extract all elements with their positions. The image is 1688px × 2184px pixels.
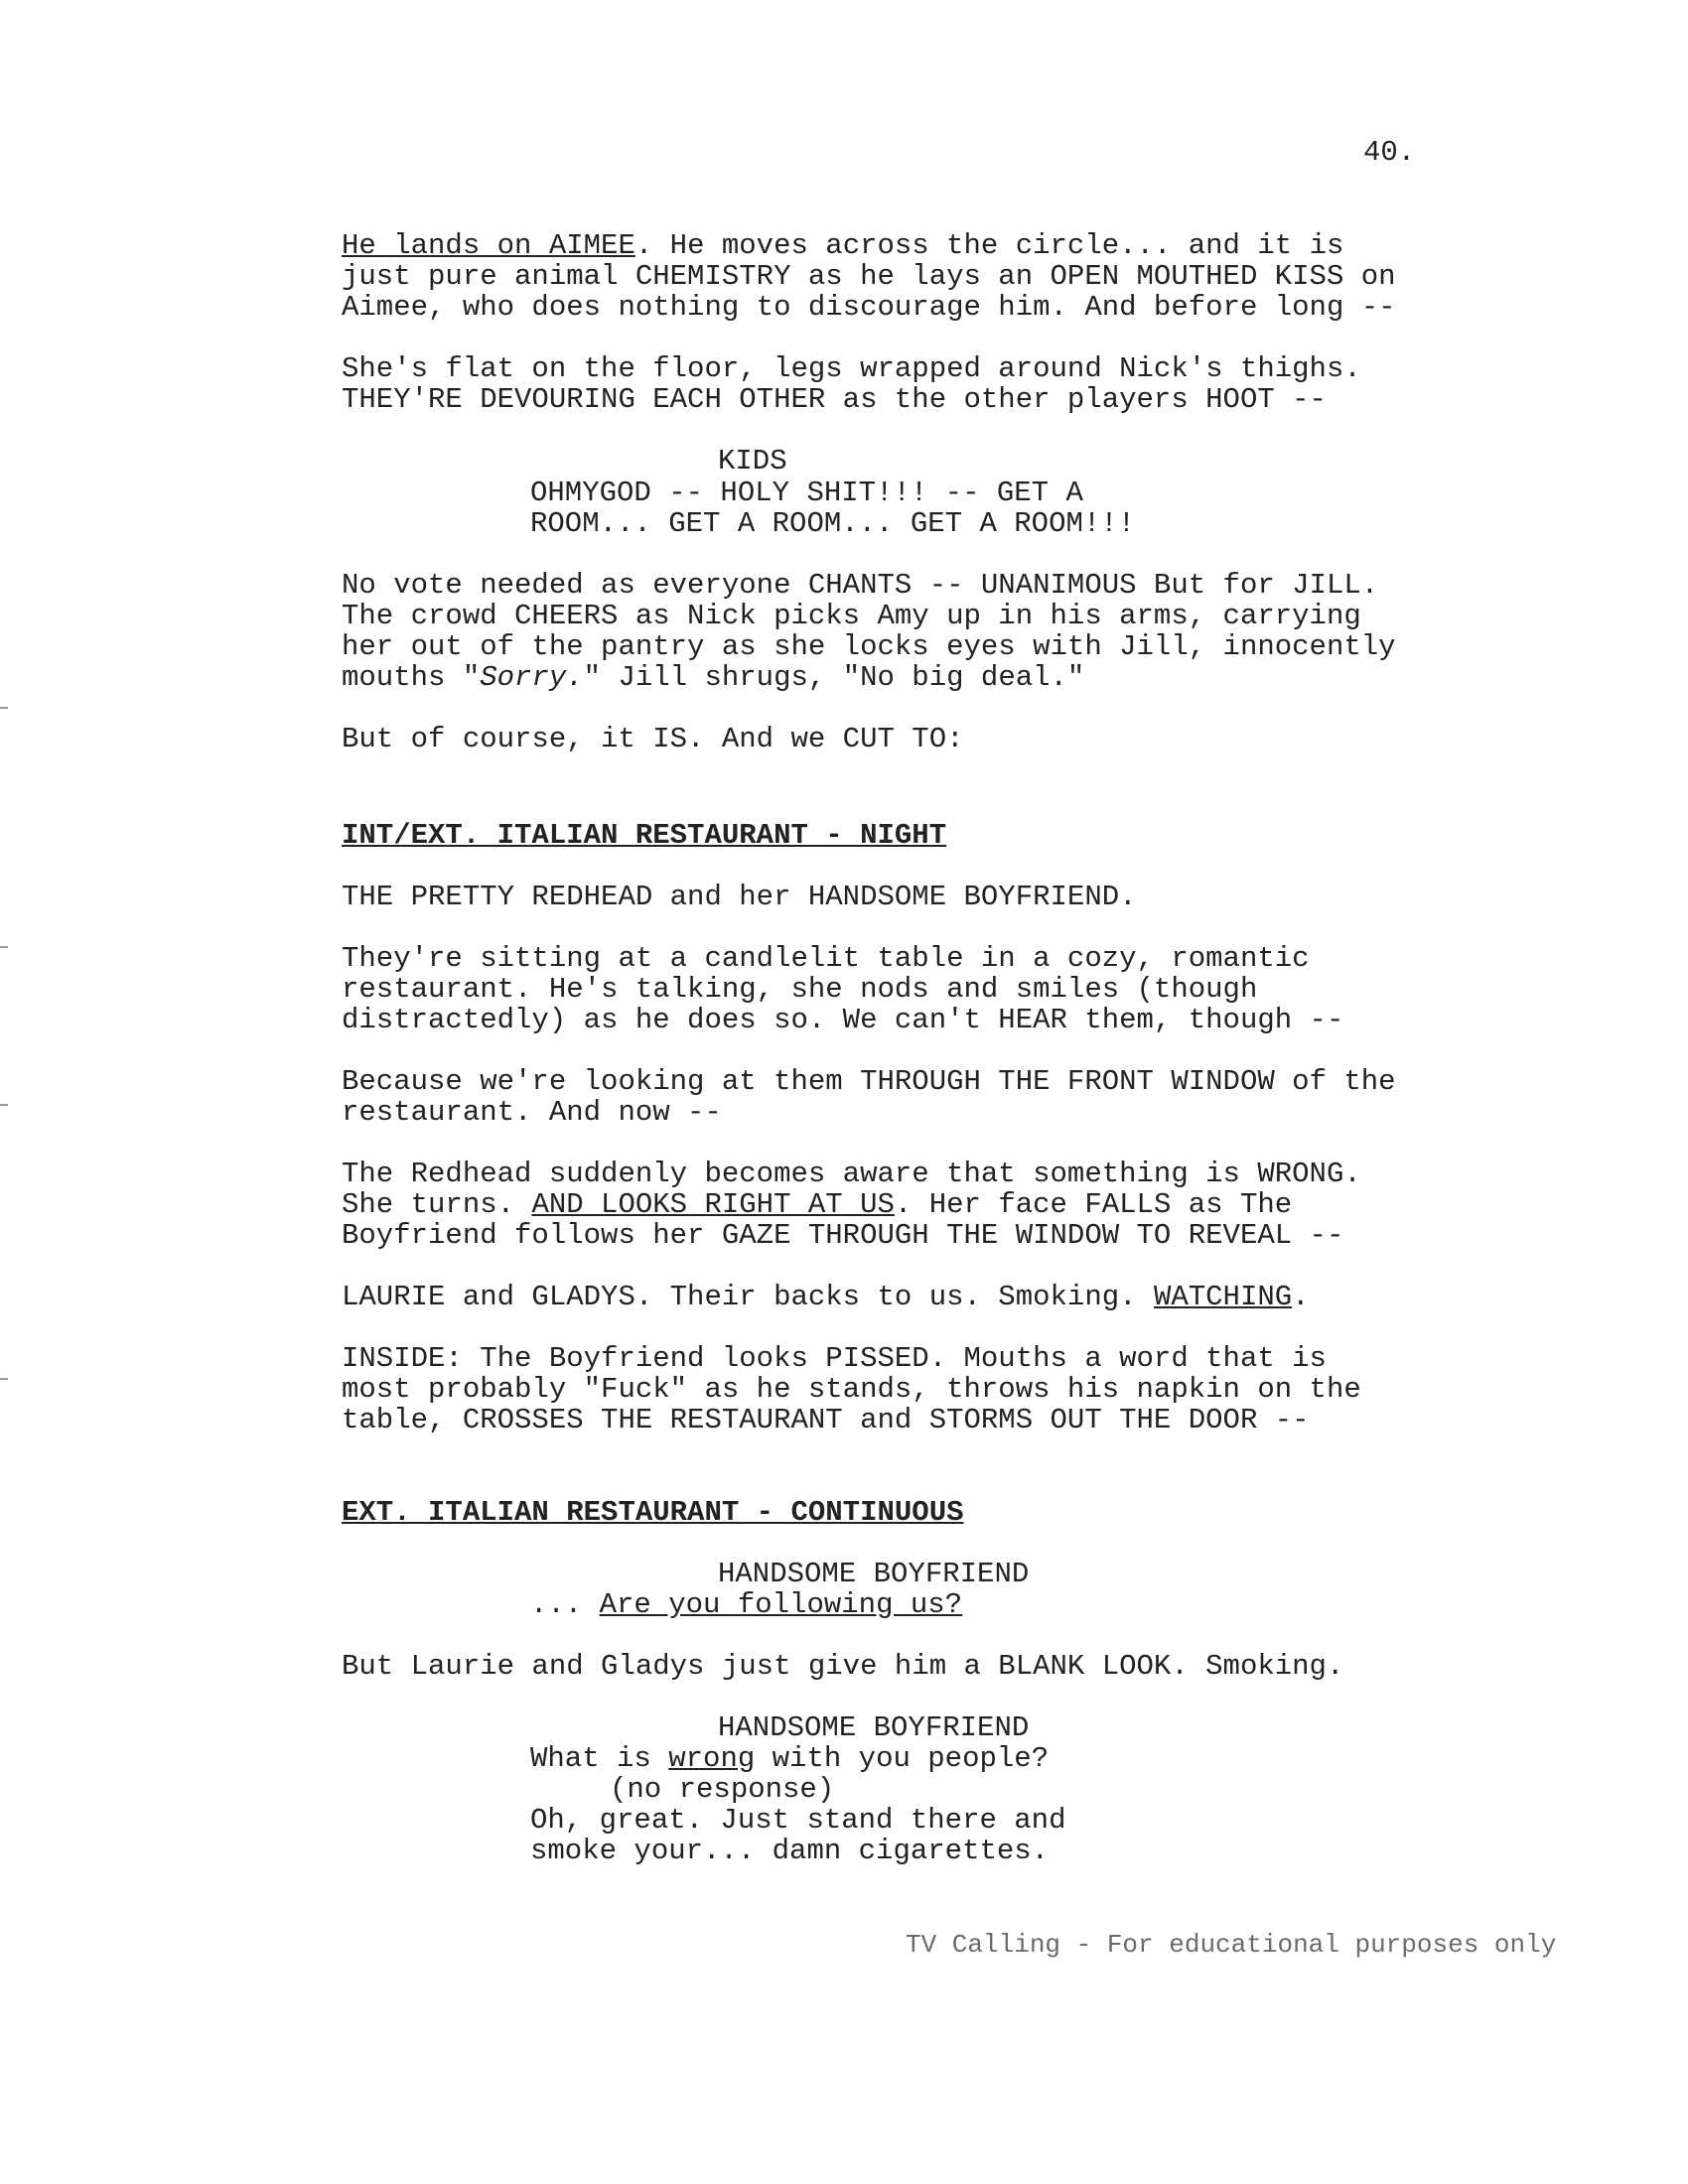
action-paragraph: [342, 1159, 1474, 1251]
margin-mark: [0, 707, 8, 709]
action-paragraph: [342, 230, 1474, 323]
action-text: . He moves across the circle... and it is just pure animal CHEMISTRY as he lays an OPEN MOUTHED KISS on Aimee, who does nothing to discourage him. And before long --: [342, 229, 1396, 324]
action-text: .: [1292, 1281, 1310, 1313]
italic-text: Sorry.: [480, 661, 584, 694]
dialogue-line: OHMYGOD -- HOLY SHIT!!! -- GET A: [530, 477, 1083, 509]
underlined-text: wrong: [668, 1742, 756, 1775]
character-name: HANDSOME BOYFRIEND: [718, 1558, 1030, 1590]
dialogue-line: [530, 1743, 1146, 1774]
underlined-text: Are you following us?: [599, 1588, 963, 1621]
action-paragraph: THE PRETTY REDHEAD and her HANDSOME BOYFRIEND.: [342, 881, 1137, 913]
footer-note: TV Calling - For educational purposes only: [906, 1930, 1557, 1960]
action-paragraph: [342, 570, 1474, 693]
action-text: . Her face FALLS as The Boyfriend follows her GAZE THROUGH THE WINDOW TO REVEAL --: [342, 1188, 1344, 1252]
action-paragraph: [342, 1282, 1474, 1312]
character-name: KIDS: [718, 445, 787, 478]
underlined-text: AND LOOKS RIGHT AT US: [531, 1188, 895, 1221]
action-text: " Jill shrugs, "No big deal.": [583, 661, 1085, 694]
action-paragraph: But of course, it IS. And we CUT TO:: [342, 723, 964, 755]
scene-heading: EXT. ITALIAN RESTAURANT - CONTINUOUS: [342, 1496, 964, 1529]
page-number: 40.: [1363, 136, 1416, 169]
underlined-text: He lands on AIMEE: [342, 229, 635, 262]
action-text: No vote needed as everyone CHANTS -- UNANIMOUS But for JILL. The crowd CHEERS as Nick picks Amy up in his arms, carrying her out of the pantry as she locks eyes with Jill, innocently mouths ": [342, 569, 1396, 694]
dialogue-text: with you people?: [755, 1742, 1050, 1775]
margin-mark: [0, 946, 8, 948]
character-name: HANDSOME BOYFRIEND: [718, 1711, 1030, 1744]
action-paragraph: They're sitting at a candlelit table in a cozy, romantic restaurant. He's talking, she nods and smiles (though distractedly) as he does so. We can't HEAR them, though --: [342, 942, 1344, 1036]
parenthetical: (no response): [610, 1773, 835, 1806]
dialogue-text: ...: [530, 1588, 600, 1621]
action-text: LAURIE and GLADYS. Their backs to us. Smoking.: [342, 1281, 1154, 1313]
action-paragraph: But Laurie and Gladys just give him a BLANK LOOK. Smoking.: [342, 1650, 1344, 1683]
dialogue-line: [530, 1589, 1146, 1620]
action-text: The Redhead suddenly becomes aware that something is WRONG. She turns.: [342, 1158, 1361, 1221]
dialogue-line: Oh, great. Just stand there and smoke your... damn cigarettes.: [530, 1804, 1066, 1867]
dialogue-text: What is: [530, 1742, 669, 1775]
action-paragraph: She's flat on the floor, legs wrapped around Nick's thighs. THEY'RE DEVOURING EACH OTHER as the other players HOOT --: [342, 352, 1361, 416]
action-paragraph: Because we're looking at them THROUGH THE FRONT WINDOW of the restaurant. And now --: [342, 1065, 1396, 1129]
scene-heading: INT/EXT. ITALIAN RESTAURANT - NIGHT: [342, 819, 947, 852]
margin-mark: [0, 1104, 8, 1106]
action-paragraph: INSIDE: The Boyfriend looks PISSED. Mouths a word that is most probably "Fuck" as he stands, throws his napkin on the table, CROSSES THE RESTAURANT and STORMS OUT THE DOOR --: [342, 1342, 1361, 1436]
underlined-text: WATCHING: [1153, 1281, 1293, 1313]
dialogue-line: ROOM... GET A ROOM... GET A ROOM!!!: [530, 507, 1136, 540]
margin-mark: [0, 1378, 8, 1380]
